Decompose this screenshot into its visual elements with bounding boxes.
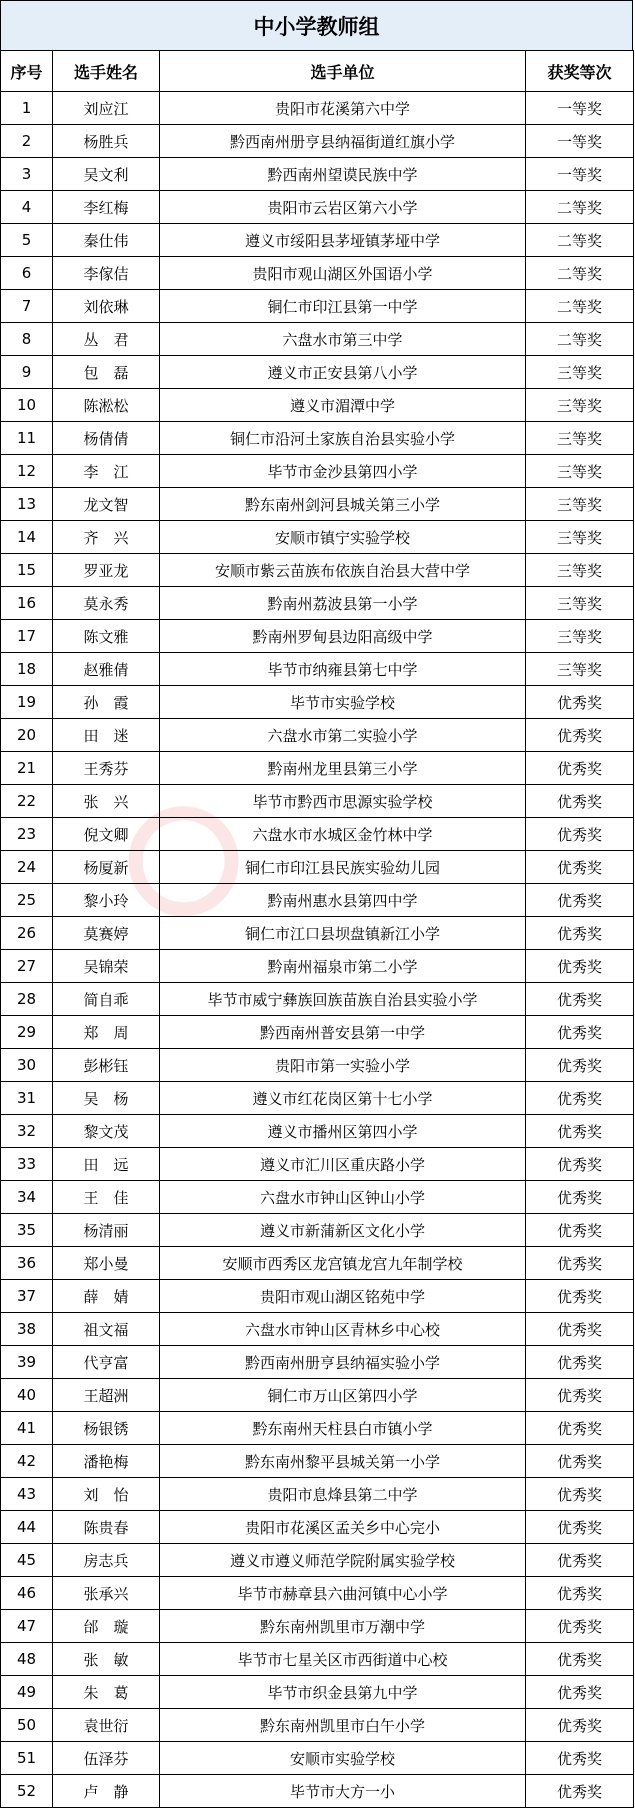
cell-no: 42 bbox=[1, 1445, 53, 1478]
cell-no: 51 bbox=[1, 1742, 53, 1775]
table-row bbox=[1, 1346, 634, 1379]
table-row bbox=[1, 323, 634, 356]
cell-name: 丛 君 bbox=[53, 323, 160, 356]
cell-unit: 六盘水市钟山区青林乡中心校 bbox=[160, 1313, 526, 1346]
cell-award: 优秀奖 bbox=[526, 1676, 634, 1709]
cell-no: 29 bbox=[1, 1016, 53, 1049]
cell-award: 优秀奖 bbox=[526, 1610, 634, 1643]
cell-award: 优秀奖 bbox=[526, 1742, 634, 1775]
cell-no: 37 bbox=[1, 1280, 53, 1313]
cell-name: 秦仕伟 bbox=[53, 224, 160, 257]
cell-name: 莫赛婷 bbox=[53, 917, 160, 950]
cell-unit: 遵义市正安县第八小学 bbox=[160, 356, 526, 389]
cell-award: 优秀奖 bbox=[526, 1313, 634, 1346]
cell-name: 代亨富 bbox=[53, 1346, 160, 1379]
cell-award: 二等奖 bbox=[526, 323, 634, 356]
table-row bbox=[1, 1445, 634, 1478]
cell-name: 杨银锈 bbox=[53, 1412, 160, 1445]
cell-no: 38 bbox=[1, 1313, 53, 1346]
cell-name: 王超洲 bbox=[53, 1379, 160, 1412]
cell-unit: 贵阳市第一实验小学 bbox=[160, 1049, 526, 1082]
table-row bbox=[1, 488, 634, 521]
cell-no: 21 bbox=[1, 752, 53, 785]
cell-award: 优秀奖 bbox=[526, 950, 634, 983]
cell-award: 优秀奖 bbox=[526, 1148, 634, 1181]
cell-name: 孙 霞 bbox=[53, 686, 160, 719]
table-row bbox=[1, 917, 634, 950]
table-row bbox=[1, 1049, 634, 1082]
cell-award: 优秀奖 bbox=[526, 1709, 634, 1742]
cell-name: 李红梅 bbox=[53, 191, 160, 224]
cell-unit: 黔南州罗甸县边阳高级中学 bbox=[160, 620, 526, 653]
cell-no: 9 bbox=[1, 356, 53, 389]
cell-unit: 毕节市七星关区市西街道中心校 bbox=[160, 1643, 526, 1676]
table-row bbox=[1, 92, 634, 125]
cell-name: 田 远 bbox=[53, 1148, 160, 1181]
cell-name: 潘艳梅 bbox=[53, 1445, 160, 1478]
cell-award: 三等奖 bbox=[526, 587, 634, 620]
cell-award: 三等奖 bbox=[526, 389, 634, 422]
cell-award: 三等奖 bbox=[526, 554, 634, 587]
cell-unit: 铜仁市印江县民族实验幼儿园 bbox=[160, 851, 526, 884]
cell-no: 10 bbox=[1, 389, 53, 422]
cell-no: 20 bbox=[1, 719, 53, 752]
cell-no: 40 bbox=[1, 1379, 53, 1412]
cell-unit: 黔东南州天柱县白市镇小学 bbox=[160, 1412, 526, 1445]
cell-award: 优秀奖 bbox=[526, 884, 634, 917]
cell-name: 吴锦荣 bbox=[53, 950, 160, 983]
cell-award: 三等奖 bbox=[526, 356, 634, 389]
table-row bbox=[1, 1313, 634, 1346]
table-row bbox=[1, 1775, 634, 1808]
cell-unit: 遵义市播州区第四小学 bbox=[160, 1115, 526, 1148]
table-row bbox=[1, 455, 634, 488]
cell-award: 优秀奖 bbox=[526, 818, 634, 851]
cell-name: 李 江 bbox=[53, 455, 160, 488]
cell-no: 23 bbox=[1, 818, 53, 851]
cell-unit: 黔东南州凯里市万潮中学 bbox=[160, 1610, 526, 1643]
cell-no: 25 bbox=[1, 884, 53, 917]
cell-name: 朱 葛 bbox=[53, 1676, 160, 1709]
cell-unit: 黔西南州册亨县纳福街道红旗小学 bbox=[160, 125, 526, 158]
cell-unit: 遵义市绥阳县茅垭镇茅垭中学 bbox=[160, 224, 526, 257]
table-row bbox=[1, 224, 634, 257]
cell-unit: 贵阳市花溪区孟关乡中心完小 bbox=[160, 1511, 526, 1544]
table-row bbox=[1, 1610, 634, 1643]
cell-unit: 铜仁市沿河土家族自治县实验小学 bbox=[160, 422, 526, 455]
cell-name: 杨胜兵 bbox=[53, 125, 160, 158]
table-row bbox=[1, 1577, 634, 1610]
cell-no: 24 bbox=[1, 851, 53, 884]
cell-unit: 毕节市威宁彝族回族苗族自治县实验小学 bbox=[160, 983, 526, 1016]
cell-name: 包 磊 bbox=[53, 356, 160, 389]
cell-unit: 黔南州龙里县第三小学 bbox=[160, 752, 526, 785]
cell-no: 1 bbox=[1, 92, 53, 125]
cell-unit: 铜仁市印江县第一中学 bbox=[160, 290, 526, 323]
table-row bbox=[1, 1676, 634, 1709]
cell-no: 19 bbox=[1, 686, 53, 719]
cell-no: 4 bbox=[1, 191, 53, 224]
cell-award: 优秀奖 bbox=[526, 1181, 634, 1214]
cell-name: 郑小曼 bbox=[53, 1247, 160, 1280]
cell-award: 二等奖 bbox=[526, 191, 634, 224]
cell-award: 优秀奖 bbox=[526, 917, 634, 950]
cell-unit: 黔南州福泉市第二小学 bbox=[160, 950, 526, 983]
table-row bbox=[1, 587, 634, 620]
cell-unit: 黔南州荔波县第一小学 bbox=[160, 587, 526, 620]
cell-unit: 遵义市红花岗区第十七小学 bbox=[160, 1082, 526, 1115]
cell-no: 31 bbox=[1, 1082, 53, 1115]
cell-unit: 黔西南州册亨县纳福实验小学 bbox=[160, 1346, 526, 1379]
cell-unit: 六盘水市第三中学 bbox=[160, 323, 526, 356]
table-row bbox=[1, 1280, 634, 1313]
cell-no: 13 bbox=[1, 488, 53, 521]
cell-unit: 遵义市汇川区重庆路小学 bbox=[160, 1148, 526, 1181]
cell-award: 优秀奖 bbox=[526, 1346, 634, 1379]
cell-award: 一等奖 bbox=[526, 158, 634, 191]
cell-unit: 遵义市遵义师范学院附属实验学校 bbox=[160, 1544, 526, 1577]
cell-name: 杨厦新 bbox=[53, 851, 160, 884]
cell-unit: 贵阳市息烽县第二中学 bbox=[160, 1478, 526, 1511]
cell-name: 龙文智 bbox=[53, 488, 160, 521]
cell-award: 优秀奖 bbox=[526, 785, 634, 818]
cell-name: 吴 杨 bbox=[53, 1082, 160, 1115]
cell-name: 杨清丽 bbox=[53, 1214, 160, 1247]
cell-name: 张承兴 bbox=[53, 1577, 160, 1610]
cell-unit: 安顺市紫云苗族布依族自治县大营中学 bbox=[160, 554, 526, 587]
cell-name: 陈贵春 bbox=[53, 1511, 160, 1544]
cell-no: 50 bbox=[1, 1709, 53, 1742]
cell-unit: 铜仁市江口县坝盘镇新江小学 bbox=[160, 917, 526, 950]
table-row bbox=[1, 1412, 634, 1445]
cell-award: 优秀奖 bbox=[526, 1478, 634, 1511]
cell-no: 22 bbox=[1, 785, 53, 818]
table-row bbox=[1, 1544, 634, 1577]
table-row bbox=[1, 1016, 634, 1049]
cell-award: 优秀奖 bbox=[526, 1577, 634, 1610]
cell-unit: 黔西南州普安县第一中学 bbox=[160, 1016, 526, 1049]
cell-name: 杨倩倩 bbox=[53, 422, 160, 455]
table-row bbox=[1, 191, 634, 224]
cell-award: 二等奖 bbox=[526, 224, 634, 257]
cell-award: 优秀奖 bbox=[526, 1445, 634, 1478]
cell-award: 优秀奖 bbox=[526, 1280, 634, 1313]
cell-unit: 毕节市黔西市思源实验学校 bbox=[160, 785, 526, 818]
cell-no: 46 bbox=[1, 1577, 53, 1610]
cell-name: 祖文福 bbox=[53, 1313, 160, 1346]
table-row bbox=[1, 1643, 634, 1676]
table-row bbox=[1, 1511, 634, 1544]
cell-name: 邰 璇 bbox=[53, 1610, 160, 1643]
table-row bbox=[1, 389, 634, 422]
cell-unit: 黔东南州剑河县城关第三小学 bbox=[160, 488, 526, 521]
cell-name: 袁世衍 bbox=[53, 1709, 160, 1742]
cell-no: 41 bbox=[1, 1412, 53, 1445]
cell-award: 优秀奖 bbox=[526, 719, 634, 752]
cell-award: 优秀奖 bbox=[526, 983, 634, 1016]
header-name: 选手姓名 bbox=[53, 51, 160, 92]
cell-no: 30 bbox=[1, 1049, 53, 1082]
cell-no: 35 bbox=[1, 1214, 53, 1247]
cell-award: 优秀奖 bbox=[526, 1775, 634, 1808]
cell-award: 三等奖 bbox=[526, 455, 634, 488]
cell-award: 优秀奖 bbox=[526, 1379, 634, 1412]
table-row bbox=[1, 1478, 634, 1511]
cell-name: 倪文卿 bbox=[53, 818, 160, 851]
table-row bbox=[1, 884, 634, 917]
cell-name: 薛 婧 bbox=[53, 1280, 160, 1313]
cell-name: 陈文雅 bbox=[53, 620, 160, 653]
cell-name: 陈淞松 bbox=[53, 389, 160, 422]
cell-no: 32 bbox=[1, 1115, 53, 1148]
cell-unit: 黔东南州凯里市白午小学 bbox=[160, 1709, 526, 1742]
award-table bbox=[0, 50, 634, 1808]
cell-award: 一等奖 bbox=[526, 125, 634, 158]
cell-award: 优秀奖 bbox=[526, 1082, 634, 1115]
cell-award: 三等奖 bbox=[526, 620, 634, 653]
cell-award: 三等奖 bbox=[526, 653, 634, 686]
table-row bbox=[1, 521, 634, 554]
cell-no: 12 bbox=[1, 455, 53, 488]
table-row bbox=[1, 851, 634, 884]
cell-name: 伍泽芬 bbox=[53, 1742, 160, 1775]
table-row bbox=[1, 983, 634, 1016]
cell-award: 优秀奖 bbox=[526, 1049, 634, 1082]
cell-no: 5 bbox=[1, 224, 53, 257]
cell-award: 优秀奖 bbox=[526, 1214, 634, 1247]
table-row bbox=[1, 1115, 634, 1148]
table-row bbox=[1, 356, 634, 389]
cell-no: 26 bbox=[1, 917, 53, 950]
cell-no: 39 bbox=[1, 1346, 53, 1379]
cell-unit: 贵阳市花溪第六中学 bbox=[160, 92, 526, 125]
cell-no: 43 bbox=[1, 1478, 53, 1511]
cell-unit: 铜仁市万山区第四小学 bbox=[160, 1379, 526, 1412]
cell-name: 赵雅倩 bbox=[53, 653, 160, 686]
cell-name: 彭彬钰 bbox=[53, 1049, 160, 1082]
cell-no: 6 bbox=[1, 257, 53, 290]
table-row bbox=[1, 158, 634, 191]
cell-unit: 毕节市赫章县六曲河镇中心小学 bbox=[160, 1577, 526, 1610]
cell-no: 33 bbox=[1, 1148, 53, 1181]
cell-name: 刘应江 bbox=[53, 92, 160, 125]
cell-unit: 遵义市湄潭中学 bbox=[160, 389, 526, 422]
cell-unit: 毕节市纳雍县第七中学 bbox=[160, 653, 526, 686]
table-row bbox=[1, 752, 634, 785]
table-row bbox=[1, 719, 634, 752]
cell-no: 49 bbox=[1, 1676, 53, 1709]
cell-unit: 黔南州惠水县第四中学 bbox=[160, 884, 526, 917]
cell-no: 14 bbox=[1, 521, 53, 554]
cell-award: 优秀奖 bbox=[526, 851, 634, 884]
cell-no: 27 bbox=[1, 950, 53, 983]
table-row bbox=[1, 1082, 634, 1115]
cell-unit: 毕节市金沙县第四小学 bbox=[160, 455, 526, 488]
cell-name: 郑 周 bbox=[53, 1016, 160, 1049]
cell-name: 刘依琳 bbox=[53, 290, 160, 323]
cell-no: 36 bbox=[1, 1247, 53, 1280]
cell-unit: 安顺市西秀区龙宫镇龙宫九年制学校 bbox=[160, 1247, 526, 1280]
cell-unit: 六盘水市水城区金竹林中学 bbox=[160, 818, 526, 851]
cell-name: 黎小玲 bbox=[53, 884, 160, 917]
cell-award: 三等奖 bbox=[526, 488, 634, 521]
cell-name: 李傢佶 bbox=[53, 257, 160, 290]
cell-name: 莫永秀 bbox=[53, 587, 160, 620]
table-row bbox=[1, 290, 634, 323]
cell-name: 田 迷 bbox=[53, 719, 160, 752]
table-row bbox=[1, 686, 634, 719]
cell-award: 三等奖 bbox=[526, 521, 634, 554]
cell-unit: 贵阳市云岩区第六小学 bbox=[160, 191, 526, 224]
table-row bbox=[1, 1181, 634, 1214]
cell-name: 王秀芬 bbox=[53, 752, 160, 785]
cell-award: 优秀奖 bbox=[526, 752, 634, 785]
table-row bbox=[1, 125, 634, 158]
table-row bbox=[1, 554, 634, 587]
cell-name: 齐 兴 bbox=[53, 521, 160, 554]
cell-unit: 毕节市大方一小 bbox=[160, 1775, 526, 1808]
table-body bbox=[1, 92, 634, 1808]
cell-no: 28 bbox=[1, 983, 53, 1016]
cell-no: 18 bbox=[1, 653, 53, 686]
cell-award: 优秀奖 bbox=[526, 1544, 634, 1577]
cell-unit: 六盘水市钟山区钟山小学 bbox=[160, 1181, 526, 1214]
table-row bbox=[1, 1148, 634, 1181]
cell-award: 优秀奖 bbox=[526, 1115, 634, 1148]
cell-name: 吴文利 bbox=[53, 158, 160, 191]
header-unit: 选手单位 bbox=[160, 51, 526, 92]
cell-no: 8 bbox=[1, 323, 53, 356]
cell-unit: 黔东南州黎平县城关第一小学 bbox=[160, 1445, 526, 1478]
header-award: 获奖等次 bbox=[526, 51, 634, 92]
cell-no: 15 bbox=[1, 554, 53, 587]
cell-award: 三等奖 bbox=[526, 422, 634, 455]
cell-name: 黎文茂 bbox=[53, 1115, 160, 1148]
table-row bbox=[1, 1214, 634, 1247]
cell-no: 45 bbox=[1, 1544, 53, 1577]
cell-no: 11 bbox=[1, 422, 53, 455]
header-no: 序号 bbox=[1, 51, 53, 92]
cell-no: 7 bbox=[1, 290, 53, 323]
cell-no: 44 bbox=[1, 1511, 53, 1544]
cell-award: 一等奖 bbox=[526, 92, 634, 125]
cell-name: 简自乖 bbox=[53, 983, 160, 1016]
cell-no: 52 bbox=[1, 1775, 53, 1808]
cell-unit: 安顺市实验学校 bbox=[160, 1742, 526, 1775]
table-row bbox=[1, 818, 634, 851]
table-row bbox=[1, 1379, 634, 1412]
cell-award: 优秀奖 bbox=[526, 1511, 634, 1544]
table-row bbox=[1, 620, 634, 653]
table-row bbox=[1, 1709, 634, 1742]
cell-award: 优秀奖 bbox=[526, 1016, 634, 1049]
cell-name: 罗亚龙 bbox=[53, 554, 160, 587]
cell-unit: 遵义市新蒲新区文化小学 bbox=[160, 1214, 526, 1247]
cell-name: 房志兵 bbox=[53, 1544, 160, 1577]
table-row bbox=[1, 785, 634, 818]
cell-no: 17 bbox=[1, 620, 53, 653]
cell-award: 二等奖 bbox=[526, 290, 634, 323]
cell-name: 刘 怡 bbox=[53, 1478, 160, 1511]
table-row bbox=[1, 257, 634, 290]
cell-no: 47 bbox=[1, 1610, 53, 1643]
table-row bbox=[1, 950, 634, 983]
cell-name: 王 佳 bbox=[53, 1181, 160, 1214]
table-row bbox=[1, 1742, 634, 1775]
cell-unit: 黔西南州望谟民族中学 bbox=[160, 158, 526, 191]
cell-award: 优秀奖 bbox=[526, 1643, 634, 1676]
cell-name: 张 兴 bbox=[53, 785, 160, 818]
cell-name: 张 敏 bbox=[53, 1643, 160, 1676]
cell-unit: 贵阳市观山湖区铭苑中学 bbox=[160, 1280, 526, 1313]
cell-no: 2 bbox=[1, 125, 53, 158]
cell-award: 优秀奖 bbox=[526, 686, 634, 719]
cell-unit: 安顺市镇宁实验学校 bbox=[160, 521, 526, 554]
cell-no: 34 bbox=[1, 1181, 53, 1214]
table-row bbox=[1, 653, 634, 686]
header-row bbox=[1, 51, 634, 92]
cell-unit: 毕节市实验学校 bbox=[160, 686, 526, 719]
cell-unit: 六盘水市第二实验小学 bbox=[160, 719, 526, 752]
cell-no: 16 bbox=[1, 587, 53, 620]
cell-name: 卢 静 bbox=[53, 1775, 160, 1808]
cell-award: 优秀奖 bbox=[526, 1247, 634, 1280]
table-title: 中小学教师组 bbox=[0, 0, 633, 51]
cell-award: 优秀奖 bbox=[526, 1412, 634, 1445]
table-row bbox=[1, 422, 634, 455]
cell-award: 二等奖 bbox=[526, 257, 634, 290]
cell-unit: 毕节市织金县第九中学 bbox=[160, 1676, 526, 1709]
table-row bbox=[1, 1247, 634, 1280]
cell-unit: 贵阳市观山湖区外国语小学 bbox=[160, 257, 526, 290]
cell-no: 3 bbox=[1, 158, 53, 191]
cell-no: 48 bbox=[1, 1643, 53, 1676]
